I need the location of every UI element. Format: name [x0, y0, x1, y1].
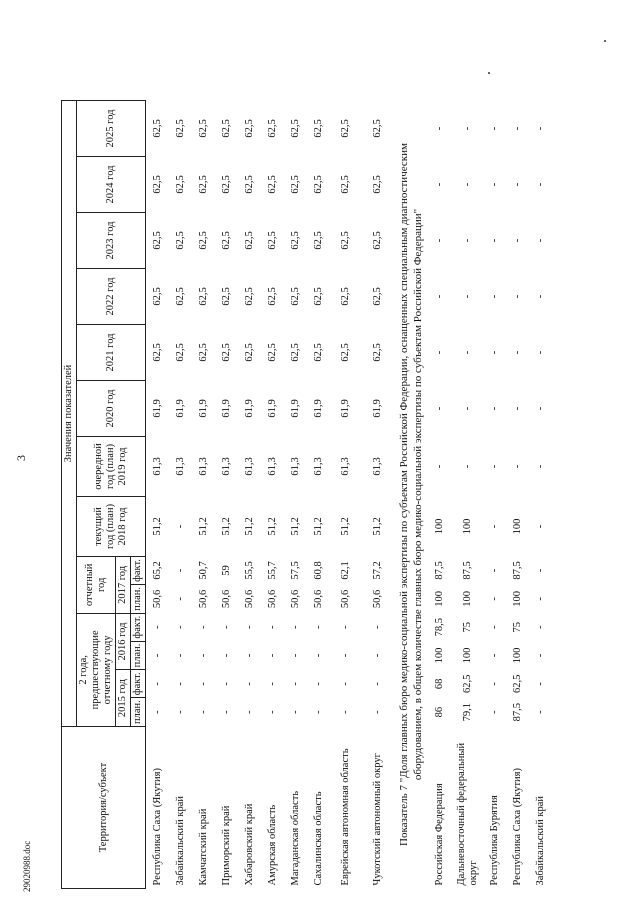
header-2024: 2024 год	[77, 156, 146, 212]
header-2025: 2025 год	[77, 100, 146, 156]
value-cell: -	[535, 294, 547, 299]
table-row	[192, 100, 215, 888]
value-cell: 51,2	[340, 517, 352, 536]
value-cell: -	[489, 182, 501, 187]
territory-name: Республика Саха (Якутия)	[512, 768, 524, 886]
value-cell: 78,5	[434, 618, 446, 637]
value-cell: 50,6	[372, 589, 384, 609]
value-cell: 62,5	[266, 287, 278, 306]
value-cell: 61,9	[340, 399, 352, 418]
value-cell: 55,5	[243, 561, 255, 580]
value-cell: -	[434, 182, 446, 187]
value-cell: -	[266, 653, 278, 658]
value-cell: -	[535, 710, 547, 714]
value-cell: -	[266, 682, 278, 686]
header-2023: 2023 год	[77, 212, 146, 268]
value-cell: 62,5	[220, 175, 232, 194]
value-cell: -	[372, 710, 384, 714]
header-plan: план.	[131, 698, 146, 727]
header-2016: 2016 год	[116, 613, 131, 670]
value-cell: 55,7	[266, 561, 278, 580]
value-cell: 79,1	[461, 702, 473, 722]
territory-name: Камчатский край	[197, 808, 209, 886]
value-cell: 62,5	[243, 231, 255, 250]
value-cell: 61,9	[312, 399, 324, 418]
value-cell: 50,6	[289, 589, 301, 609]
value-cell: -	[340, 682, 352, 686]
territory-name: Чукотский автономный округ	[372, 753, 384, 886]
value-cell: -	[489, 464, 501, 469]
value-cell: -	[151, 653, 163, 658]
value-cell: 62,5	[151, 175, 163, 194]
value-cell: 68	[434, 678, 446, 690]
value-cell: -	[512, 126, 524, 131]
value-cell: 50,6	[151, 589, 163, 609]
value-cell: -	[535, 653, 547, 658]
value-cell: 87,5	[512, 702, 524, 722]
value-cell: -	[220, 625, 232, 629]
value-cell: 100	[461, 518, 473, 535]
value-cell: -	[461, 126, 473, 131]
value-cell: -	[174, 568, 186, 573]
value-cell: 61,3	[340, 457, 352, 476]
value-cell: 62,5	[220, 343, 232, 362]
value-cell: 61,9	[197, 399, 209, 418]
value-cell: -	[197, 625, 209, 629]
value-cell: 62,1	[340, 561, 352, 580]
file-footer: 29020988.doc	[22, 840, 32, 892]
value-cell: -	[461, 294, 473, 299]
value-cell: -	[461, 238, 473, 243]
value-cell: -	[197, 682, 209, 686]
value-cell: 62,5	[197, 287, 209, 306]
value-cell: 100	[512, 518, 524, 535]
value-cell: 62,5	[372, 343, 384, 362]
table-header	[62, 100, 146, 888]
value-cell: 62,5	[151, 231, 163, 250]
value-cell: -	[489, 568, 501, 573]
table-row	[530, 100, 553, 888]
territory-name: Республика Саха (Якутия)	[151, 768, 163, 886]
value-cell: 50,6	[340, 589, 352, 609]
value-cell: -	[434, 294, 446, 299]
value-cell: 62,5	[197, 175, 209, 194]
value-cell: -	[312, 710, 324, 714]
header-fact: факт.	[131, 670, 146, 698]
value-cell: -	[512, 238, 524, 243]
header-plan: план.	[131, 584, 146, 613]
header-next-year: очередной год (план) 2019 год	[77, 436, 146, 496]
page-number: 3	[14, 455, 28, 461]
value-cell: 61,9	[266, 399, 278, 418]
value-cell: -	[535, 182, 547, 187]
value-cell: -	[489, 625, 501, 629]
value-cell: 62,5	[174, 343, 186, 362]
header-current-year: текущий год (план) 2018 год	[77, 496, 146, 556]
value-cell: 62,5	[174, 287, 186, 306]
value-cell: 62,5	[461, 674, 473, 693]
value-cell: 62,5	[372, 231, 384, 250]
value-cell: -	[197, 710, 209, 714]
value-cell: -	[174, 653, 186, 658]
value-cell: 62,5	[340, 343, 352, 362]
value-cell: 62,5	[151, 343, 163, 362]
value-cell: 100	[434, 647, 446, 664]
value-cell: 62,5	[289, 175, 301, 194]
value-cell: 62,5	[220, 231, 232, 250]
value-cell: -	[535, 350, 547, 355]
value-cell: 61,9	[372, 399, 384, 418]
value-cell: -	[174, 710, 186, 714]
value-cell: 62,5	[174, 175, 186, 194]
value-cell: 62,5	[312, 287, 324, 306]
value-cell: 62,5	[266, 231, 278, 250]
value-cell: 62,5	[372, 287, 384, 306]
value-cell: -	[535, 597, 547, 601]
value-cell: 61,3	[312, 457, 324, 476]
value-cell: -	[151, 682, 163, 686]
value-cell: 50,6	[197, 589, 209, 609]
value-cell: -	[489, 238, 501, 243]
value-cell: 62,5	[289, 343, 301, 362]
value-cell: -	[489, 294, 501, 299]
table-row	[330, 100, 362, 888]
value-cell: 51,2	[197, 517, 209, 536]
value-cell: -	[151, 710, 163, 714]
value-cell: 100	[512, 647, 524, 664]
value-cell: 62,5	[197, 231, 209, 250]
territory-name: Магаданская область	[289, 790, 301, 886]
value-cell: 62,5	[289, 119, 301, 138]
table-row	[238, 100, 261, 888]
header-fact: факт.	[131, 556, 146, 584]
territory-name: Хабаровский край	[243, 803, 255, 886]
table-row	[146, 100, 170, 888]
value-cell: 62,5	[220, 119, 232, 138]
value-cell: 51,2	[266, 517, 278, 536]
value-cell: -	[489, 524, 501, 529]
value-cell: 62,5	[243, 343, 255, 362]
value-cell: 62,5	[174, 119, 186, 138]
value-cell: 100	[512, 591, 524, 607]
value-cell: 62,5	[266, 175, 278, 194]
value-cell: 62,5	[372, 119, 384, 138]
table-row	[484, 100, 507, 888]
header-prev-years: 2 года, предшествующие отчетному году	[77, 613, 116, 726]
value-cell: -	[174, 625, 186, 629]
value-cell: 61,3	[372, 457, 384, 476]
value-cell: 51,2	[220, 517, 232, 536]
value-cell: 57,2	[372, 561, 384, 580]
value-cell: 100	[434, 518, 446, 535]
header-report-year: отчетный год	[77, 556, 116, 613]
value-cell: 87,5	[434, 561, 446, 580]
value-cell: 62,5	[197, 119, 209, 138]
value-cell: 62,5	[266, 119, 278, 138]
value-cell: 51,2	[243, 517, 255, 536]
value-cell: -	[512, 350, 524, 355]
table-row	[261, 100, 284, 888]
header-fact: факт.	[131, 613, 146, 641]
value-cell: -	[289, 710, 301, 714]
value-cell: 62,5	[372, 175, 384, 194]
value-cell: 87,5	[461, 561, 473, 580]
value-cell: 62,5	[197, 343, 209, 362]
value-cell: 61,3	[174, 457, 186, 476]
value-cell: -	[289, 682, 301, 686]
value-cell: 59	[220, 565, 232, 576]
value-cell: -	[489, 350, 501, 355]
value-cell: 62,5	[174, 231, 186, 250]
table-row	[307, 100, 330, 888]
value-cell: -	[434, 350, 446, 355]
territory-name: Сахалинская область	[312, 791, 324, 886]
value-cell: -	[174, 682, 186, 686]
value-cell: 57,5	[289, 561, 301, 580]
value-cell: 86	[434, 706, 446, 718]
value-cell: -	[535, 406, 547, 411]
table-row	[215, 100, 238, 888]
value-cell: 50,6	[312, 589, 324, 609]
value-cell: 62,5	[243, 119, 255, 138]
value-cell: 62,5	[289, 231, 301, 250]
value-cell: -	[461, 350, 473, 355]
value-cell: -	[340, 710, 352, 714]
value-cell: -	[512, 406, 524, 411]
value-cell: -	[266, 710, 278, 714]
value-cell: -	[489, 710, 501, 714]
value-cell: -	[461, 464, 473, 469]
value-cell: -	[372, 653, 384, 658]
value-cell: -	[434, 464, 446, 469]
value-cell: -	[489, 597, 501, 601]
value-cell: -	[312, 682, 324, 686]
value-cell: 87,5	[512, 561, 524, 580]
territory-name: Еврейская автономная область	[340, 748, 352, 886]
value-cell: 62,5	[340, 119, 352, 138]
value-cell: 61,3	[197, 457, 209, 476]
value-cell: 100	[461, 591, 473, 607]
value-cell: 62,5	[266, 343, 278, 362]
value-cell: -	[489, 653, 501, 658]
territory-name: Амурская область	[266, 804, 278, 886]
value-cell: 60,8	[312, 561, 324, 580]
value-cell: 100	[461, 647, 473, 664]
value-cell: -	[461, 182, 473, 187]
territory-name: Приморский край	[220, 805, 232, 886]
table-row	[507, 100, 530, 888]
value-cell: 61,3	[220, 457, 232, 476]
header-values-group: Значения показателей	[62, 100, 77, 726]
territory-name: Дальневосточный федеральный округ	[455, 742, 479, 886]
table-row	[362, 100, 394, 888]
value-cell: 62,5	[512, 674, 524, 693]
value-cell: 62,5	[340, 175, 352, 194]
value-cell: 62,5	[151, 119, 163, 138]
value-cell: 51,2	[372, 517, 384, 536]
territory-name: Республика Бурятия	[489, 795, 501, 886]
value-cell: -	[535, 126, 547, 131]
value-cell: -	[535, 568, 547, 573]
value-cell: 62,5	[289, 287, 301, 306]
value-cell: 61,9	[289, 399, 301, 418]
value-cell: -	[535, 238, 547, 243]
value-cell: 50,7	[197, 561, 209, 580]
value-cell: -	[174, 597, 186, 601]
value-cell: 62,5	[312, 119, 324, 138]
value-cell: 61,3	[289, 457, 301, 476]
value-cell: -	[197, 653, 209, 658]
value-cell: -	[372, 682, 384, 686]
value-cell: -	[243, 653, 255, 658]
value-cell: -	[512, 464, 524, 469]
value-cell: -	[220, 682, 232, 686]
value-cell: 62,5	[312, 231, 324, 250]
value-cell: 62,5	[243, 175, 255, 194]
territory-name: Забайкальский край	[174, 795, 186, 886]
value-cell: -	[489, 126, 501, 131]
value-cell: -	[434, 406, 446, 411]
indicators-table	[61, 100, 553, 889]
header-territory: Территория/субъект	[62, 727, 146, 889]
value-cell: -	[461, 406, 473, 411]
value-cell: 100	[434, 591, 446, 607]
value-cell: -	[174, 524, 186, 529]
value-cell: 61,3	[151, 457, 163, 476]
table-row	[284, 100, 307, 888]
header-plan: план.	[131, 641, 146, 670]
value-cell: -	[220, 710, 232, 714]
value-cell: -	[535, 524, 547, 529]
header-2021: 2021 год	[77, 324, 146, 380]
value-cell: 50,6	[220, 589, 232, 609]
value-cell: 61,9	[151, 399, 163, 418]
header-2022: 2022 год	[77, 268, 146, 324]
value-cell: -	[489, 406, 501, 411]
value-cell: -	[312, 625, 324, 629]
value-cell: 65,2	[151, 561, 163, 580]
header-2020: 2020 год	[77, 380, 146, 436]
table-row	[429, 100, 452, 888]
value-cell: 75	[512, 621, 524, 633]
value-cell: 50,6	[266, 589, 278, 609]
value-cell: 62,5	[340, 287, 352, 306]
value-cell: -	[512, 182, 524, 187]
value-cell: -	[434, 238, 446, 243]
value-cell: 75	[461, 621, 473, 633]
value-cell: -	[312, 653, 324, 658]
value-cell: 61,3	[243, 457, 255, 476]
value-cell: 62,5	[340, 231, 352, 250]
value-cell: -	[535, 682, 547, 686]
indicator-caption	[394, 100, 429, 888]
value-cell: -	[434, 126, 446, 131]
value-cell: 61,9	[174, 399, 186, 418]
value-cell: -	[489, 682, 501, 686]
value-cell: 62,5	[220, 287, 232, 306]
indicator-7-title: Показатель 7 "Доля главных бюро медико-социальной экспертизы по субъектам Российской Федерации, оснащенных специальным диагностическим оборудованием, в общем количестве главных бюро медико-социальной экспертизы по субъектам Российской Федерации"	[398, 143, 425, 846]
table-body-indicator7	[429, 100, 553, 888]
territory-name: Российская Федерация	[434, 783, 446, 886]
territory-name: Забайкальский край	[535, 795, 547, 886]
value-cell: 61,3	[266, 457, 278, 476]
table-row	[452, 100, 484, 888]
value-cell: -	[243, 710, 255, 714]
value-cell: -	[340, 625, 352, 629]
header-2017: 2017 год	[116, 556, 131, 613]
value-cell: 62,5	[312, 343, 324, 362]
value-cell: -	[535, 464, 547, 469]
table-body-indicator6	[146, 100, 395, 888]
value-cell: 62,5	[243, 287, 255, 306]
value-cell: 51,2	[151, 517, 163, 536]
value-cell: 61,9	[243, 399, 255, 418]
value-cell: -	[289, 625, 301, 629]
value-cell: 62,5	[312, 175, 324, 194]
value-cell: -	[266, 625, 278, 629]
value-cell: -	[151, 625, 163, 629]
table-row	[169, 100, 192, 888]
value-cell: -	[535, 625, 547, 629]
value-cell: -	[372, 625, 384, 629]
value-cell: 50,6	[243, 589, 255, 609]
value-cell: -	[243, 625, 255, 629]
value-cell: -	[243, 682, 255, 686]
value-cell: -	[289, 653, 301, 658]
value-cell: -	[220, 653, 232, 658]
value-cell: 62,5	[151, 287, 163, 306]
header-2015: 2015 год	[116, 670, 131, 727]
value-cell: 51,2	[289, 517, 301, 536]
value-cell: 51,2	[312, 517, 324, 536]
value-cell: -	[340, 653, 352, 658]
value-cell: 61,9	[220, 399, 232, 418]
value-cell: -	[512, 294, 524, 299]
